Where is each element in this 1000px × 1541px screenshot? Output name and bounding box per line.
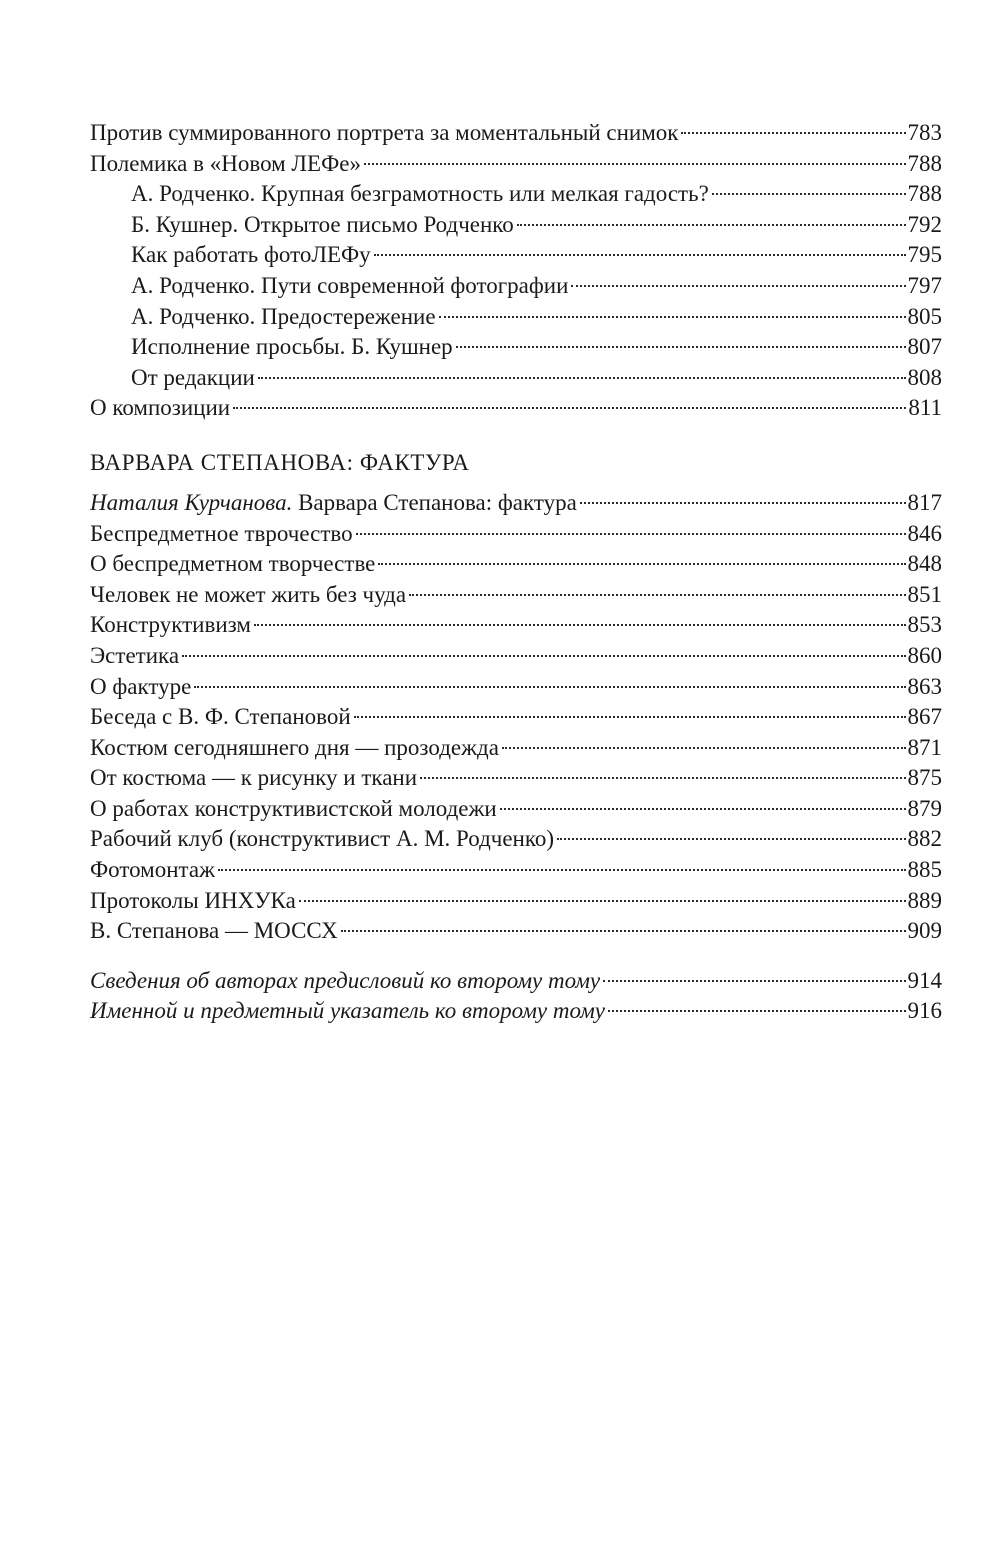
- toc-entry-page: 914: [907, 967, 942, 993]
- toc-entry-page: 882: [907, 826, 942, 852]
- toc-entry[interactable]: [90, 886, 942, 917]
- toc-entry-title: О фактуре: [90, 673, 192, 699]
- dot-leader: [571, 285, 905, 287]
- toc-entry-page: 808: [907, 364, 942, 390]
- toc-subentry[interactable]: [90, 302, 942, 333]
- toc-entry[interactable]: [90, 702, 942, 733]
- toc-entry-title: Именной и предметный указатель ко второму тому: [90, 998, 605, 1024]
- toc-entry-title: Конструктивизм: [90, 612, 251, 638]
- toc-entry-page: 797: [907, 272, 942, 298]
- toc-entry-page: 788: [907, 181, 942, 207]
- toc-entry[interactable]: [90, 488, 942, 519]
- toc-entry-page: 848: [907, 551, 942, 577]
- toc-entry-page: 805: [907, 303, 942, 329]
- toc-entry[interactable]: [90, 672, 942, 703]
- toc-entry-page: 860: [907, 642, 942, 668]
- table-of-contents: [90, 118, 942, 1027]
- dot-leader: [712, 193, 906, 195]
- dot-leader: [500, 808, 906, 810]
- toc-entry-page: 788: [907, 150, 942, 176]
- dot-leader: [681, 132, 905, 134]
- toc-entry-title: Беспредметное тврочество: [90, 520, 353, 546]
- toc-entry-title: Исполнение просьбы. Б. Кушнер: [131, 334, 453, 360]
- toc-entry-title: В. Степанова — МОССХ: [90, 918, 338, 944]
- toc-entry-page: 792: [907, 211, 942, 237]
- toc-entry-title: А. Родченко. Крупная безграмотность или мелкая гадость?: [131, 181, 709, 207]
- toc-entry-page: 783: [907, 120, 942, 145]
- toc-entry-page: 909: [907, 918, 942, 944]
- dot-leader: [218, 869, 906, 871]
- toc-entry-page: 885: [907, 857, 942, 883]
- toc-entry-page: 871: [907, 734, 942, 760]
- toc-entry-page: 846: [907, 520, 942, 546]
- dot-leader: [409, 594, 905, 596]
- toc-entry-page: 879: [907, 795, 942, 821]
- toc-entry-page: 889: [907, 887, 942, 913]
- toc-entry-page: 916: [907, 998, 942, 1024]
- toc-entry-title: Человек не может жить без чуда: [90, 581, 407, 607]
- toc-entry[interactable]: [90, 641, 942, 672]
- toc-entry[interactable]: [90, 733, 942, 764]
- toc-entry-title: От редакции: [131, 364, 255, 390]
- toc-entry-title: [90, 488, 577, 519]
- toc-entry[interactable]: [90, 610, 942, 641]
- toc-section-appendix: [90, 966, 942, 1027]
- dot-leader: [420, 777, 905, 779]
- toc-entry[interactable]: [90, 824, 942, 855]
- toc-subentry[interactable]: [90, 240, 942, 271]
- dot-leader: [194, 686, 905, 688]
- toc-entry-title: Против суммированного портрета за моментальный снимок: [90, 120, 679, 145]
- toc-section-1: [90, 118, 942, 424]
- toc-entry-title-text: Варвара Степанова: фактура: [292, 489, 577, 515]
- dot-leader: [254, 624, 906, 626]
- dot-leader: [456, 346, 906, 348]
- toc-entry-title: Фотомонтаж: [90, 857, 215, 883]
- toc-entry-title: Рабочий клуб (конструктивист А. М. Родченко): [90, 826, 555, 852]
- toc-entry-page: 863: [907, 673, 942, 699]
- dot-leader: [341, 930, 906, 932]
- dot-leader: [258, 377, 906, 379]
- toc-entry-page: 807: [907, 334, 942, 360]
- toc-entry-title: От костюма — к рисунку и ткани: [90, 765, 418, 791]
- toc-subentry[interactable]: [90, 271, 942, 302]
- toc-entry-title: А. Родченко. Предостережение: [131, 303, 436, 329]
- toc-section-2: [90, 488, 942, 947]
- toc-entry-title: Эстетика: [90, 642, 180, 668]
- section-heading: ВАРВАРА СТЕПАНОВА: ФАКТУРА: [90, 449, 470, 475]
- toc-entry-page: 851: [907, 581, 942, 607]
- toc-entry-title: О беспредметном творчестве: [90, 551, 376, 577]
- toc-entry-title: Беседа с В. Ф. Степановой: [90, 704, 351, 730]
- dot-leader: [502, 747, 906, 749]
- toc-subentry[interactable]: [90, 210, 942, 241]
- toc-entry-title: Сведения об авторах предисловий ко второму тому: [90, 967, 601, 993]
- toc-entry[interactable]: [90, 149, 942, 180]
- toc-entry-author: Наталия Курчанова.: [90, 489, 293, 515]
- toc-entry[interactable]: [90, 519, 942, 550]
- dot-leader: [356, 533, 906, 535]
- toc-entry-page: 795: [907, 242, 942, 268]
- toc-entry-title: О композиции: [90, 395, 231, 421]
- toc-entry[interactable]: [90, 549, 942, 580]
- toc-entry[interactable]: [90, 393, 942, 424]
- dot-leader: [580, 502, 906, 504]
- toc-entry[interactable]: [90, 794, 942, 825]
- dot-leader: [378, 563, 905, 565]
- toc-entry[interactable]: [90, 916, 942, 947]
- dot-leader: [233, 407, 906, 409]
- dot-leader: [182, 655, 905, 657]
- toc-entry-title: О работах конструктивистской молодежи: [90, 795, 497, 821]
- dot-leader: [374, 254, 906, 256]
- dot-leader: [439, 316, 906, 318]
- toc-entry[interactable]: [90, 966, 942, 997]
- dot-leader: [364, 163, 906, 165]
- toc-entry[interactable]: [90, 118, 942, 149]
- dot-leader: [354, 716, 906, 718]
- toc-entry-title: Протоколы ИНХУКа: [90, 887, 296, 913]
- dot-leader: [603, 980, 905, 982]
- toc-entry-page: 867: [907, 704, 942, 730]
- toc-subentry[interactable]: [90, 363, 942, 394]
- dot-leader: [517, 224, 906, 226]
- toc-entry[interactable]: [90, 580, 942, 611]
- toc-entry-title: А. Родченко. Пути современной фотографии: [131, 272, 569, 298]
- toc-entry-title: Как работать фотоЛЕФу: [131, 242, 371, 268]
- toc-entry-page: 853: [907, 612, 942, 638]
- dot-leader: [299, 900, 906, 902]
- toc-entry-page: 811: [908, 395, 942, 421]
- toc-subentry[interactable]: [90, 332, 942, 363]
- toc-entry[interactable]: [90, 996, 942, 1027]
- dot-leader: [557, 838, 905, 840]
- toc-subentry[interactable]: [90, 179, 942, 210]
- toc-entry-page: 817: [907, 489, 942, 515]
- toc-entry[interactable]: [90, 763, 942, 794]
- toc-entry-title: Костюм сегодняшнего дня — прозодежда: [90, 734, 499, 760]
- toc-entry[interactable]: [90, 855, 942, 886]
- toc-entry-title: Б. Кушнер. Открытое письмо Родченко: [131, 211, 514, 237]
- toc-entry-title: Полемика в «Новом ЛЕФе»: [90, 150, 361, 176]
- section-gap: [90, 947, 942, 966]
- toc-entry-page: 875: [907, 765, 942, 791]
- dot-leader: [608, 1010, 906, 1012]
